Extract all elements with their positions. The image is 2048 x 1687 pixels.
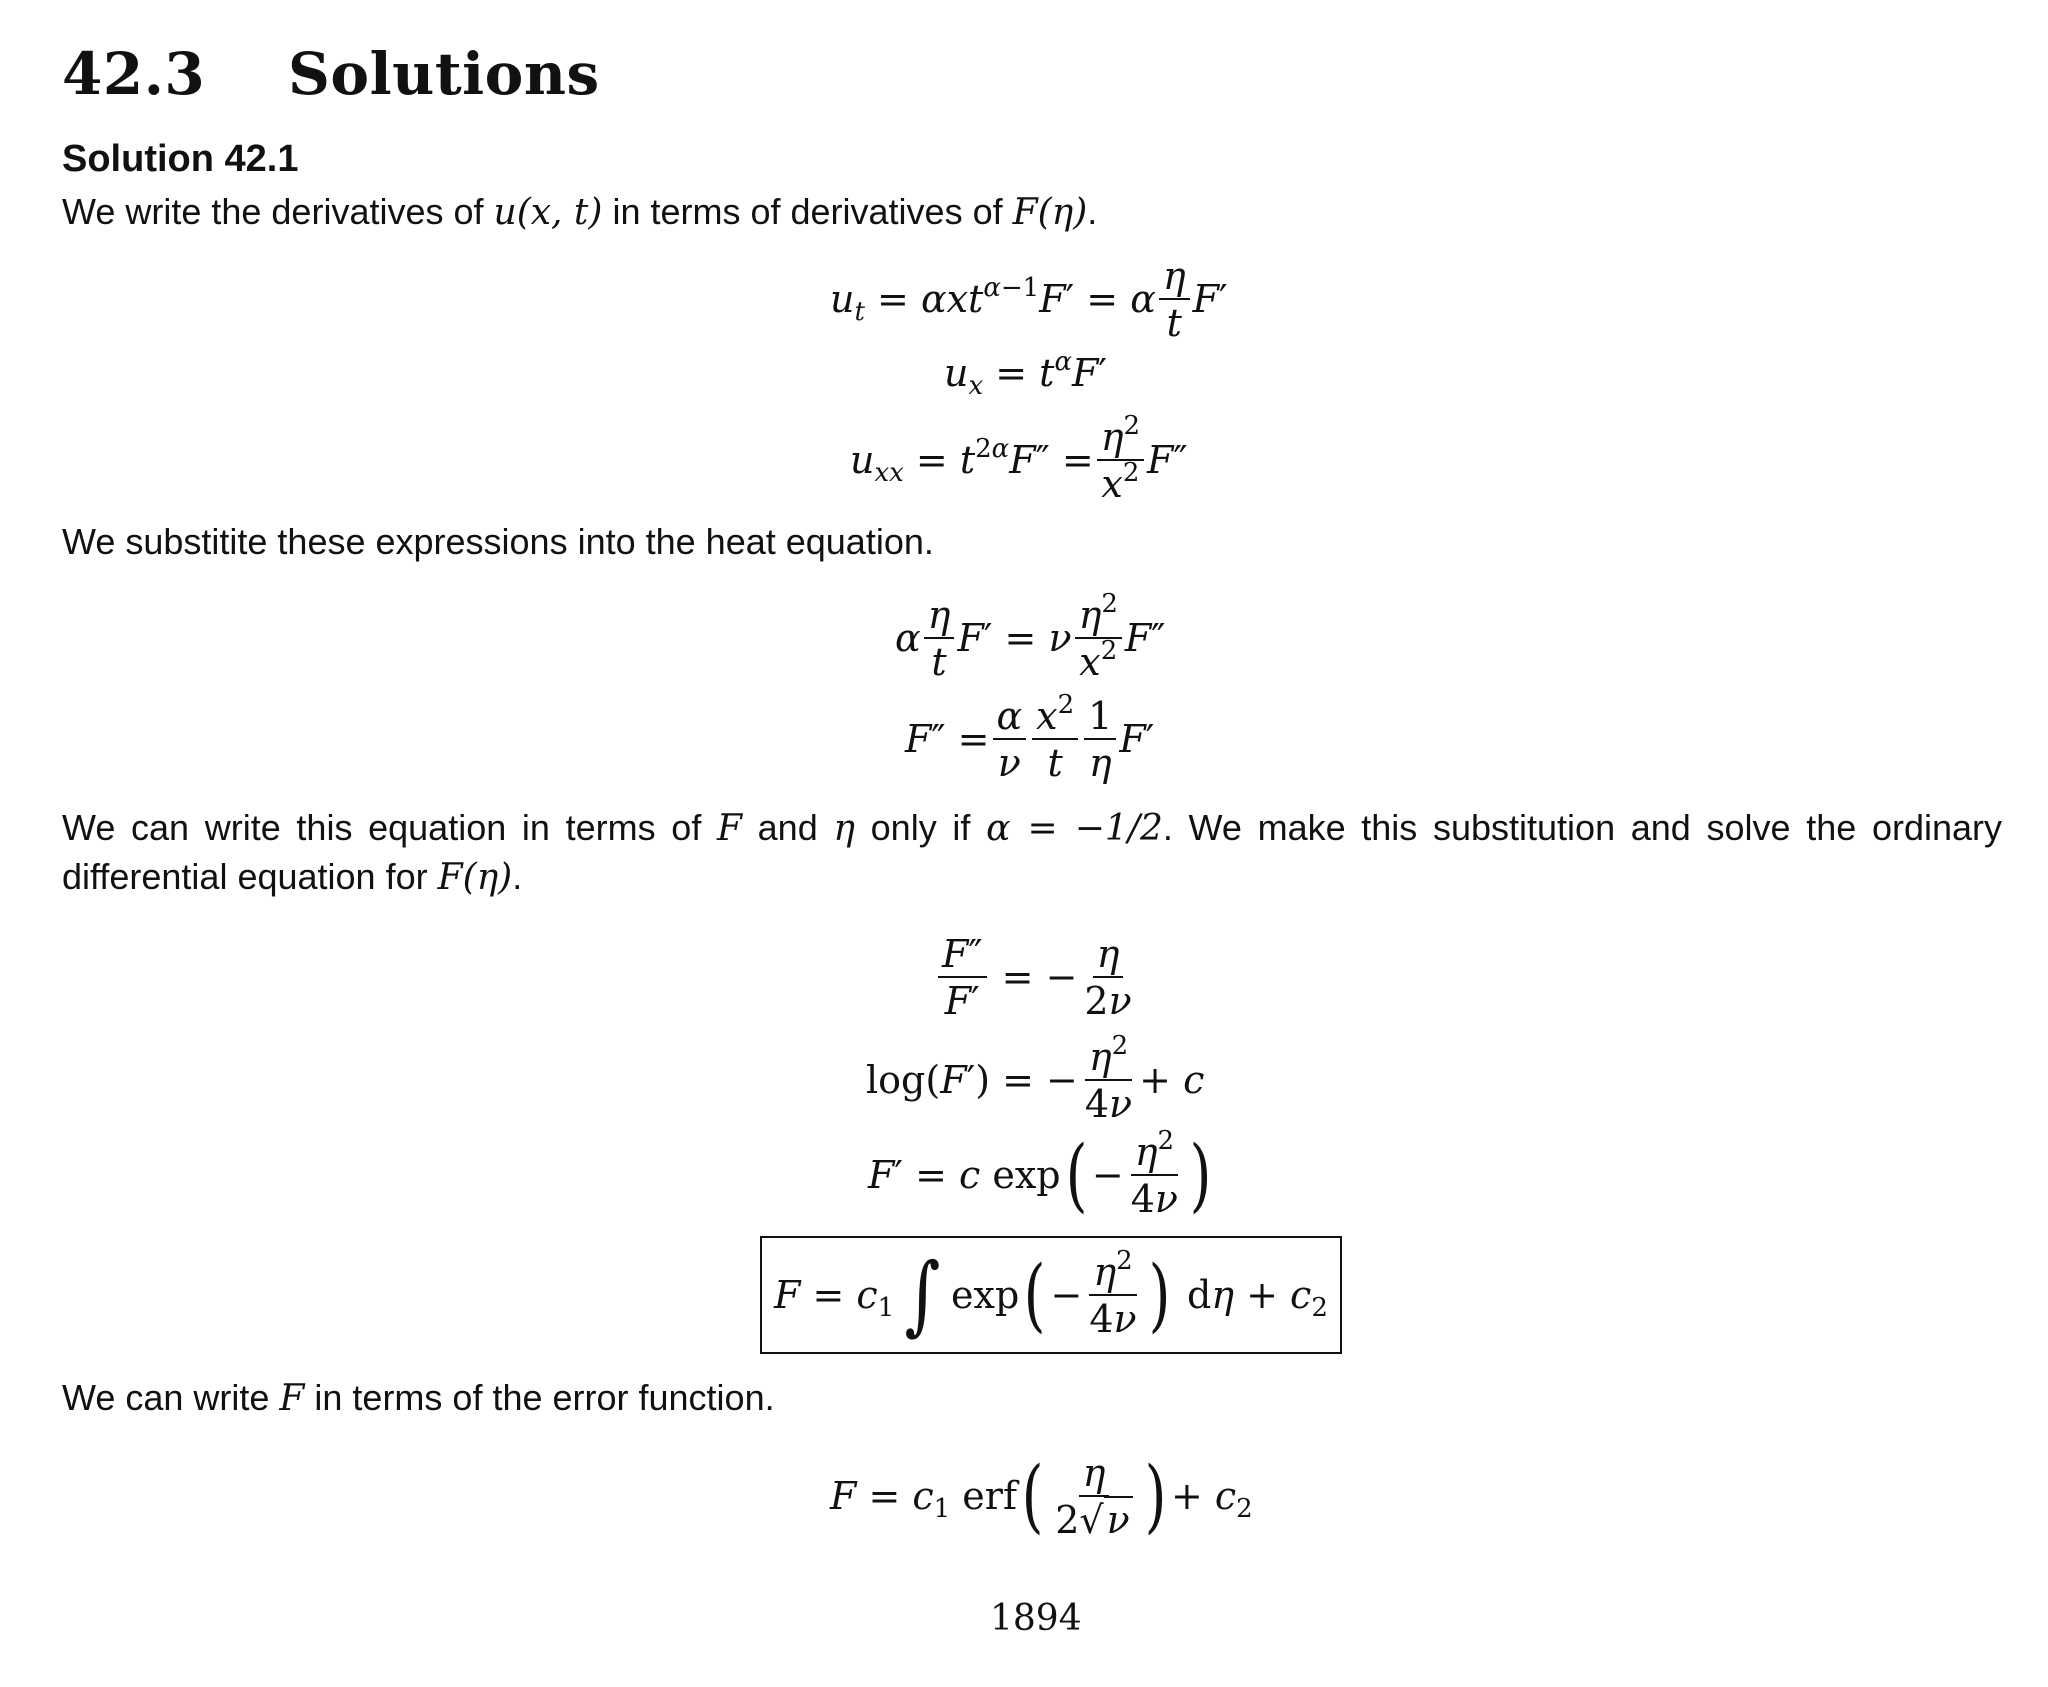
math-inline: α = −1/2 xyxy=(986,808,1163,849)
math-inline: F(η) xyxy=(1012,192,1088,233)
page-number: 1894 xyxy=(990,1598,1082,1639)
paragraph-derivatives: We write the derivatives of u(x, t) in terms of derivatives of F(η). xyxy=(62,191,1098,233)
boxed-result: $F = c_1$ ∫ exp ( − $\frac{\eta^2}{4\nu}$ ) $d\eta + c_2$ xyxy=(760,1236,1342,1354)
equation-erf: $F = c_1$ erf ( $\frac{\eta}{2√\nu}$ ) + $c_2$ xyxy=(830,1449,1253,1542)
paragraph-error-function: We can write F in terms of the error function. xyxy=(62,1377,775,1419)
section-heading xyxy=(62,40,600,108)
section-title: Solutions xyxy=(288,40,600,108)
solution-heading: Solution 42.1 xyxy=(62,138,299,180)
math-inline: η xyxy=(833,808,855,849)
equation-ut: $u_t = \alpha xt^{\alpha-1}F' = \alpha$ $\frac{\eta}{t}$ F′ xyxy=(830,253,1228,345)
math-inline: F xyxy=(717,808,742,849)
math-inline: F(η) xyxy=(437,857,513,898)
math-inline: F xyxy=(279,1378,305,1419)
equation-ux: $u_x = t^\alpha F'$ xyxy=(944,347,1108,401)
math-inline: u(x, t) xyxy=(493,192,603,233)
equation-heat-substituted: α $\frac{\eta}{t}$ F′ = ν $\frac{\eta^2}{x^2}$ F″ xyxy=(895,588,1166,684)
equation-fpp: F″ = $\frac{\alpha}{\nu}$ $\frac{x^2}{t}$ $\frac{1}{\eta}$ F′ xyxy=(905,689,1155,785)
equation-log: log(F′) = − $\frac{\eta^2}{4\nu}$ + c xyxy=(866,1030,1205,1126)
paragraph-substitute: We substitite these expressions into the heat equation. xyxy=(62,521,934,562)
equation-fprime: F′ = c exp ( − $\frac{\eta^2}{4\nu}$ ) xyxy=(868,1125,1212,1221)
equation-uxx: $u_{xx} = t^{2\alpha}F''$ = $\frac{\eta^2}{x^2}$ F″ xyxy=(850,410,1188,506)
section-number: 42.3 xyxy=(62,40,206,108)
paragraph-alpha-condition: We can write this equation in terms of F and η only if α = −1/2. We make this substitution and solve the ordinary differential equation for F(η). xyxy=(62,807,2003,898)
equation-ratio: $\frac{F''}{F'}$ = − $\frac{\eta}{2\nu}$ xyxy=(935,928,1139,1026)
